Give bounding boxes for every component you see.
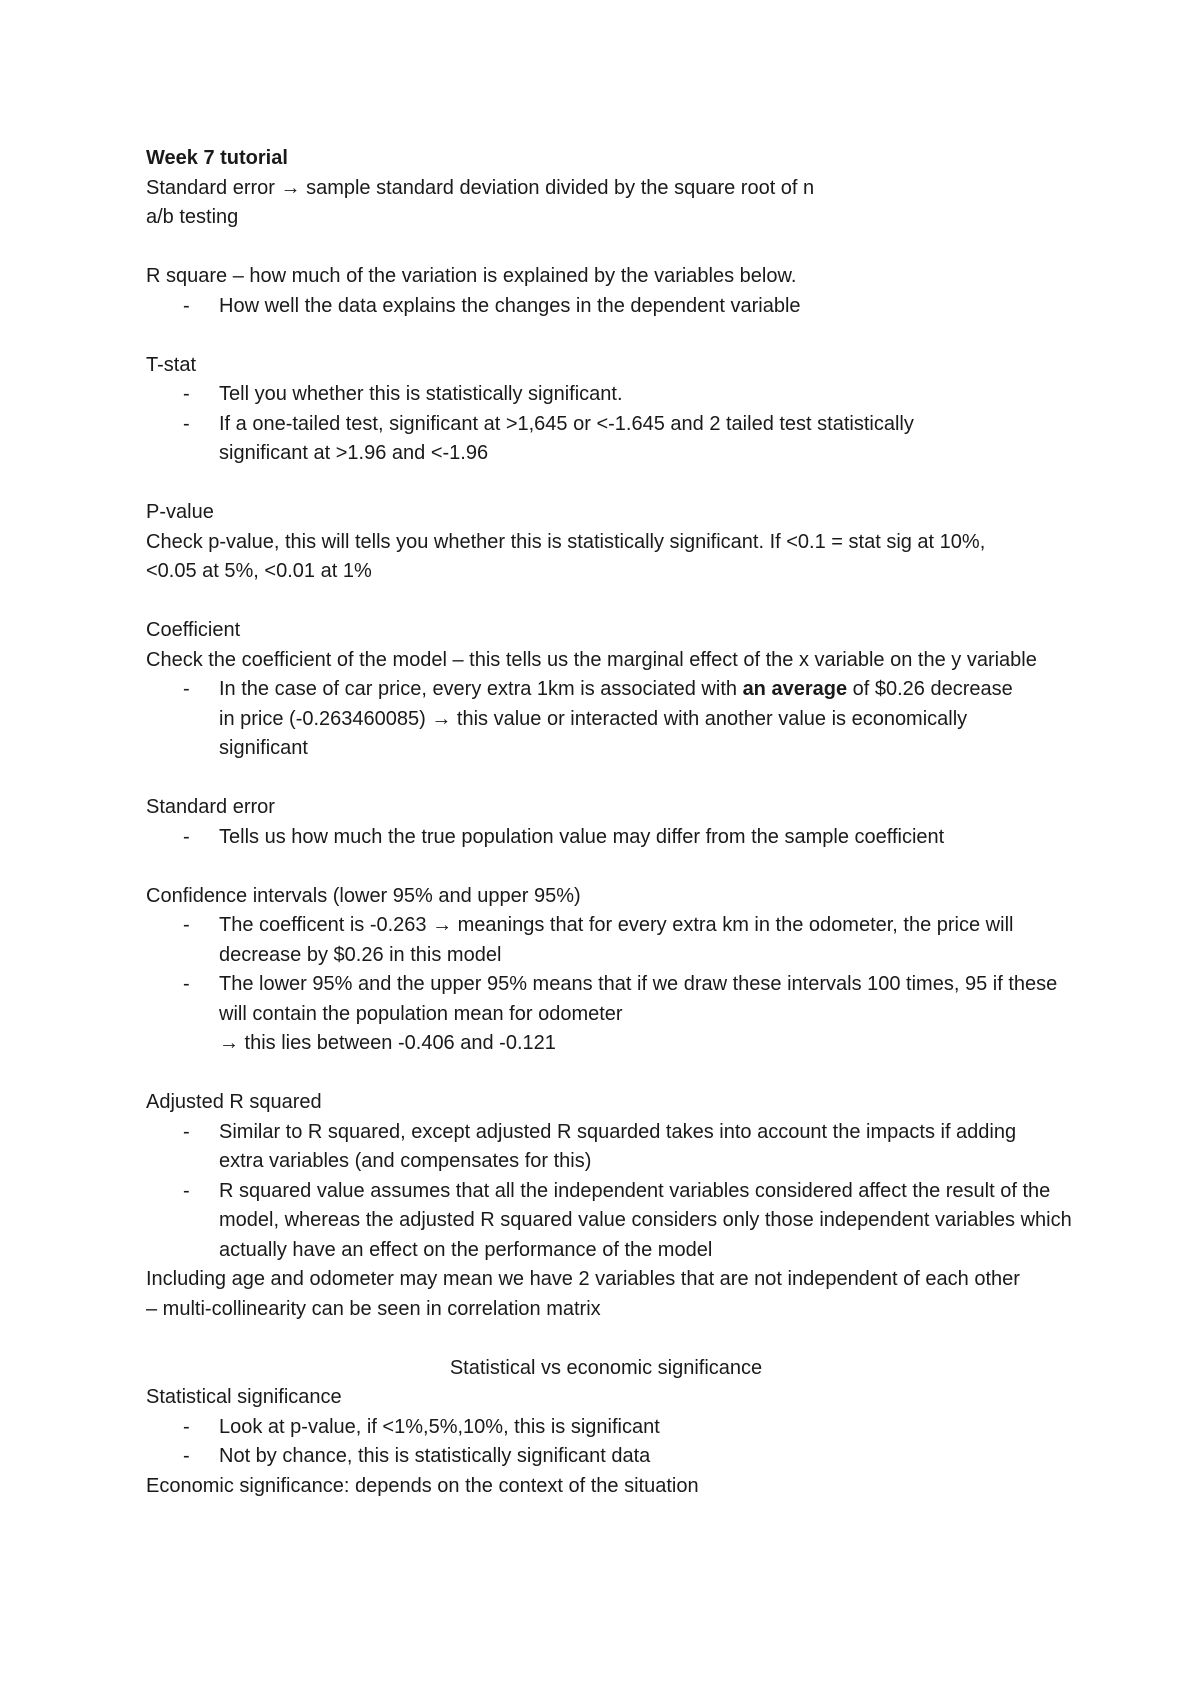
bullet-text: Look at p-value, if <1%,5%,10%, this is significant: [219, 1415, 660, 1438]
bullet-dash: -: [183, 1445, 190, 1467]
p-value-body: Check p-value, this will tells you whether this is statistically significant. If <0.1 = stat sig at 10%, <0.05 at 5%, <0.01 at 1%: [146, 530, 986, 582]
spacer: [146, 469, 1076, 499]
confidence-continuation: → this lies between -0.406 and -0.121: [219, 1032, 556, 1054]
t-stat-bullet-2: [146, 410, 999, 469]
r-square-heading: R square – how much of the variation is explained by the variables below.: [146, 265, 797, 287]
spacer: [146, 1059, 1076, 1089]
intro-line-2: a/b testing: [146, 206, 239, 228]
bullet-dash: -: [183, 825, 190, 848]
bullet-text: Similar to R squared, except adjusted R squarded takes into account the impacts if adding extra variables (and compensates for this): [219, 1120, 1017, 1172]
coefficient-bullet-1: [146, 675, 1019, 764]
bullet-dash: -: [183, 1179, 190, 1202]
doc-title: Week 7 tutorial: [146, 147, 288, 169]
bullet-text: The lower 95% and the upper 95% means that if we draw these intervals 100 times, 95 if these will contain the population mean for odometer: [219, 973, 1058, 1025]
spacer: [146, 321, 1076, 351]
standard-error-heading: Standard error: [146, 796, 275, 818]
spacer: [146, 587, 1076, 617]
t-stat-heading: T-stat: [146, 353, 197, 376]
bullet-text: The coefficent is -0.263 → meanings that for every extra km in the odometer, the price will decrease by $0.26 in this model: [219, 914, 1014, 966]
bullet-text: If a one-tailed test, significant at >1,645 or <-1.645 and 2 tailed test statistically significant at >1.96 and <-1.96: [219, 412, 914, 464]
bullet-text: R squared value assumes that all the independent variables considered affect the result of the model, whereas the adjusted R squared value considers only those independent variables which actually have an effect on the performance of the model: [219, 1179, 1072, 1261]
coefficient-body: Check the coefficient of the model – this tells us the marginal effect of the x variable on the y variable: [146, 648, 1037, 671]
bullet-dash: -: [183, 1120, 190, 1143]
bullet-dash: -: [183, 294, 190, 317]
bullet-dash: -: [183, 412, 190, 435]
bullet-text-after: of $0.26 decrease in price (-0.263460085) → this value or interacted with another value is economically significant: [219, 678, 1013, 759]
confidence-bullet-1: [146, 911, 1019, 970]
adjusted-bullet-2: [146, 1177, 1079, 1266]
bullet-text: Tells us how much the true population value may differ from the sample coefficient: [219, 825, 945, 848]
significance-bullet-2: [146, 1442, 1076, 1472]
spacer: [146, 1324, 1076, 1354]
document-page: [146, 144, 1076, 1501]
bullet-text: How well the data explains the changes in the dependent variable: [219, 294, 801, 317]
spacer: [146, 764, 1076, 794]
intro-line-1: Standard error → sample standard deviation divided by the square root of n: [146, 176, 815, 199]
confidence-bullet-2: [146, 970, 1059, 1029]
adjusted-heading: Adjusted R squared: [146, 1091, 322, 1113]
bullet-text: Tell you whether this is statistically significant.: [219, 383, 623, 405]
bullet-dash: -: [183, 1415, 190, 1438]
adjusted-bullet-1: [146, 1118, 1059, 1177]
standard-error-bullet-1: [146, 823, 1076, 853]
bullet-text-before: In the case of car price, every extra 1km is associated with: [219, 678, 743, 700]
adjusted-after: Including age and odometer may mean we have 2 variables that are not independent of each other – multi-collinearity can be seen in correlation matrix: [146, 1268, 1020, 1320]
bullet-dash: -: [183, 914, 190, 936]
bullet-dash: -: [183, 383, 190, 405]
bullet-dash: -: [183, 973, 190, 995]
t-stat-bullet-1: [146, 380, 1076, 410]
bullet-text-bold: an average: [742, 678, 848, 700]
r-square-bullet-1: [146, 292, 1076, 322]
significance-center-heading: Statistical vs economic significance: [449, 1356, 763, 1379]
economic-significance-line: Economic significance: depends on the context of the situation: [146, 1474, 699, 1497]
spacer: [146, 852, 1076, 882]
p-value-heading: P-value: [146, 501, 214, 523]
statistical-significance-heading: Statistical significance: [146, 1386, 342, 1408]
coefficient-heading: Coefficient: [146, 619, 241, 641]
confidence-heading: Confidence intervals (lower 95% and upper 95%): [146, 884, 581, 907]
significance-bullet-1: [146, 1413, 1076, 1443]
bullet-dash: -: [183, 678, 190, 700]
bullet-text: Not by chance, this is statistically significant data: [219, 1445, 651, 1467]
spacer: [146, 233, 1076, 263]
